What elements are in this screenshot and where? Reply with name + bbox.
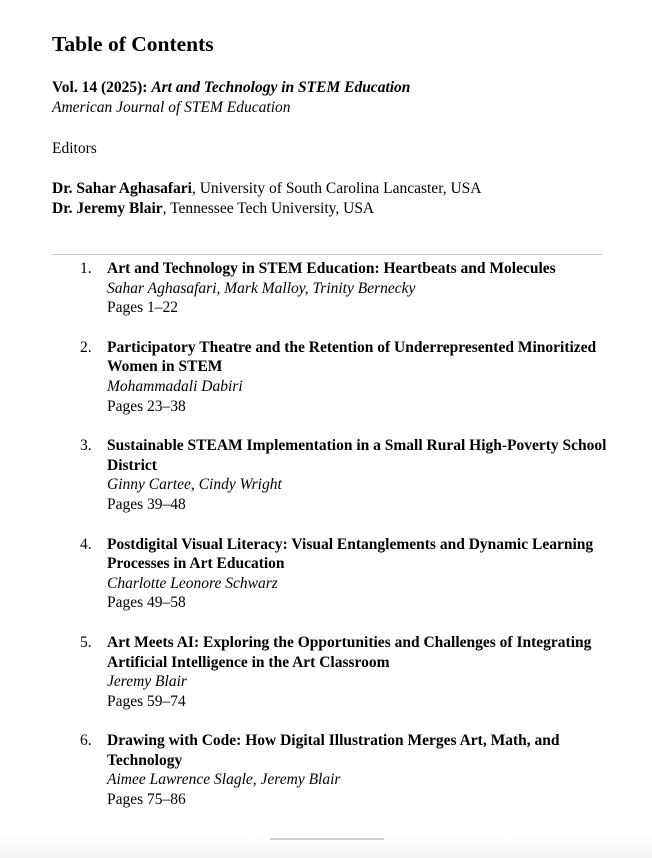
- article-title[interactable]: Art and Technology in STEM Education: Heartbeats and Molecules: [107, 260, 556, 277]
- article-authors: Ginny Cartee, Cindy Wright: [107, 476, 282, 494]
- article-authors: Jeremy Blair: [107, 673, 187, 691]
- article-number: 6.: [80, 732, 92, 750]
- article-number: 5.: [80, 633, 92, 651]
- volume-theme: Art and Technology in STEM Education: [151, 79, 411, 96]
- article-authors: Sahar Aghasafari, Mark Malloy, Trinity Bernecky: [107, 279, 416, 297]
- editor-name: Dr. Jeremy Blair: [52, 199, 163, 217]
- article-item: [52, 338, 612, 416]
- article-title[interactable]: Drawing with Code: How Digital Illustration Merges Art, Math, and Technology: [107, 732, 560, 769]
- article-number: 4.: [80, 535, 92, 553]
- article-title[interactable]: Postdigital Visual Literacy: Visual Entanglements and Dynamic Learning Processes in Art Education: [107, 535, 594, 573]
- article-number: 3.: [80, 437, 92, 455]
- article-item: [52, 259, 612, 318]
- article-pages: Pages 39–48: [107, 495, 186, 513]
- article-title[interactable]: Participatory Theatre and the Retention of Underrepresented Minoritized Women in STEM: [107, 338, 597, 376]
- editors-heading: Editors: [52, 140, 97, 157]
- volume-info: [52, 78, 410, 117]
- article-authors: Charlotte Leonore Schwarz: [107, 574, 278, 592]
- article-title[interactable]: Art Meets AI: Exploring the Opportunities and Challenges of Integrating Artificial Intelligence in the Art Classroom: [107, 633, 592, 671]
- article-item: [52, 731, 612, 809]
- article-authors: Aimee Lawrence Slagle, Jeremy Blair: [107, 771, 341, 789]
- editor: [52, 179, 482, 199]
- journal-name: American Journal of STEM Education: [52, 98, 291, 116]
- article-item: [52, 633, 612, 711]
- editor-affiliation: , University of South Carolina Lancaster, USA: [191, 180, 482, 197]
- editor-name: Dr. Sahar Aghasafari: [52, 180, 192, 197]
- article-pages: Pages 1–22: [107, 299, 179, 317]
- article-number: 1.: [80, 260, 92, 277]
- divider: [52, 254, 602, 255]
- article-pages: Pages 75–86: [107, 791, 186, 809]
- article-list: [52, 259, 612, 830]
- editor: [52, 199, 482, 219]
- page-title: Table of Contents: [52, 32, 214, 56]
- article-title[interactable]: Sustainable STEAM Implementation in a Small Rural High-Poverty School District: [107, 437, 607, 474]
- editor-affiliation: , Tennessee Tech University, USA: [162, 199, 375, 217]
- scroll-handle[interactable]: [270, 838, 384, 840]
- article-authors: Mohammadali Dabiri: [107, 377, 243, 395]
- article-number: 2.: [80, 338, 92, 356]
- article-pages: Pages 23–38: [107, 397, 186, 415]
- article-pages: Pages 49–58: [107, 594, 186, 612]
- article-item: [52, 535, 612, 613]
- editors-list: [52, 179, 482, 218]
- article-item: [52, 436, 612, 514]
- article-pages: Pages 59–74: [107, 692, 186, 710]
- volume-label: Vol. 14 (2025):: [52, 79, 148, 96]
